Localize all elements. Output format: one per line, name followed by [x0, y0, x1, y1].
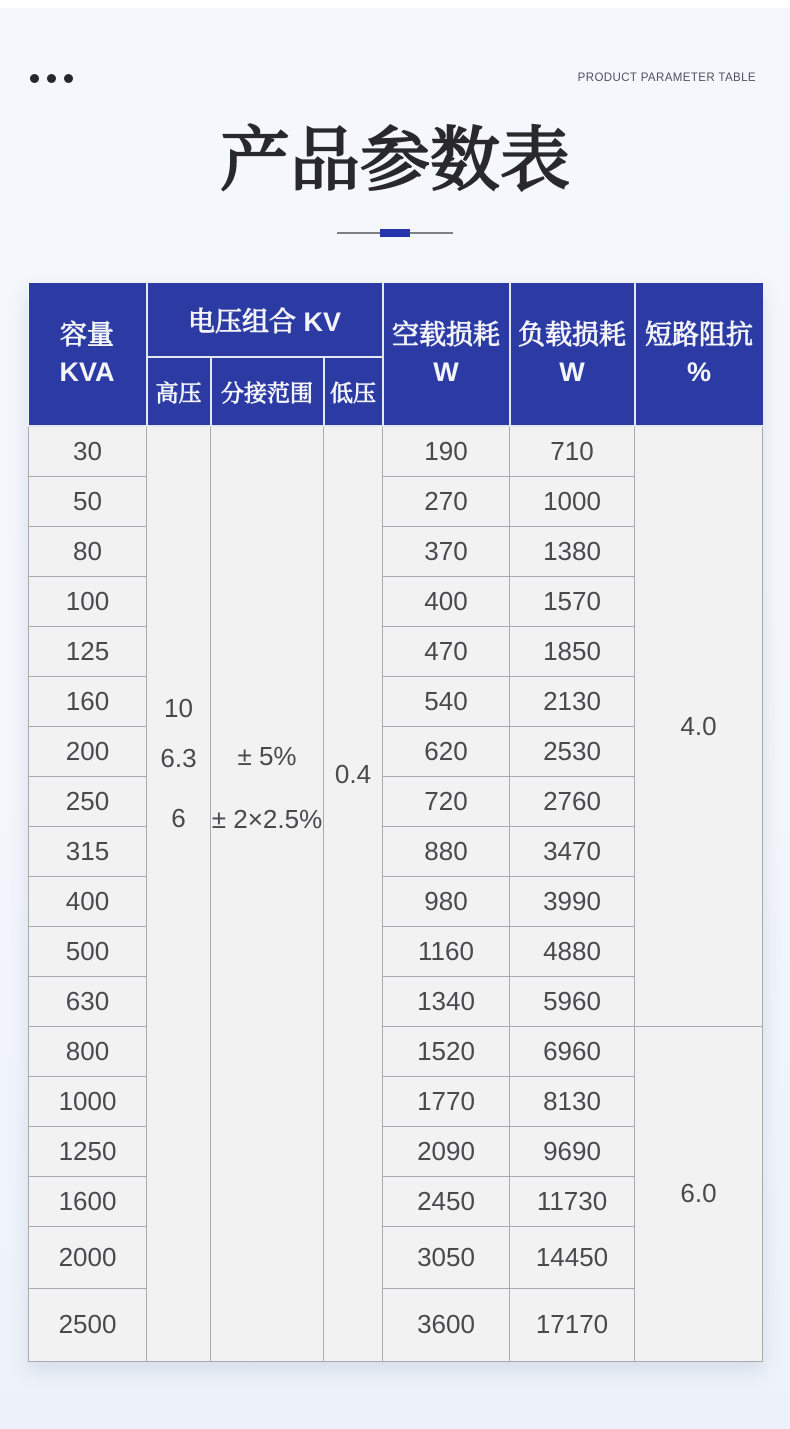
- spec-table: [28, 283, 763, 1362]
- tap-value: ± 5%: [237, 741, 297, 771]
- load-loss-cell: 3470: [510, 826, 635, 876]
- dot-icon: [30, 74, 39, 83]
- no-load-loss-cell: 1520: [383, 1026, 510, 1076]
- header-capacity-line2: KVA: [59, 357, 115, 387]
- capacity-cell: 800: [29, 1026, 147, 1076]
- header-impedance: [635, 283, 763, 426]
- header-hv: 高压: [147, 357, 211, 426]
- title-divider: [337, 229, 453, 237]
- load-loss-cell: 1570: [510, 576, 635, 626]
- capacity-cell: 1000: [29, 1076, 147, 1126]
- load-loss-cell: 2760: [510, 776, 635, 826]
- capacity-cell: 200: [29, 726, 147, 776]
- top-white-strip: [0, 0, 790, 8]
- menu-dots-icon: [30, 74, 73, 83]
- load-loss-cell: 1380: [510, 526, 635, 576]
- load-loss-cell: 1000: [510, 476, 635, 526]
- hv-values-cell: [147, 426, 211, 1361]
- lv-value-cell: [324, 426, 383, 1361]
- eyebrow-text: PRODUCT PARAMETER TABLE: [577, 72, 756, 84]
- capacity-cell: 1600: [29, 1176, 147, 1226]
- load-loss-cell: 9690: [510, 1126, 635, 1176]
- capacity-cell: 160: [29, 676, 147, 726]
- dot-icon: [64, 74, 73, 83]
- no-load-loss-cell: 270: [383, 476, 510, 526]
- no-load-loss-cell: 880: [383, 826, 510, 876]
- dot-icon: [47, 74, 56, 83]
- no-load-loss-cell: 190: [383, 426, 510, 476]
- load-loss-cell: 17170: [510, 1288, 635, 1361]
- load-loss-cell: 2130: [510, 676, 635, 726]
- load-loss-cell: 3990: [510, 876, 635, 926]
- no-load-loss-cell: 540: [383, 676, 510, 726]
- header-impedance-line2: %: [686, 357, 711, 387]
- no-load-loss-cell: 1770: [383, 1076, 510, 1126]
- header-lv: 低压: [324, 357, 383, 426]
- capacity-cell: 630: [29, 976, 147, 1026]
- impedance-cell: 6.0: [635, 1026, 763, 1361]
- tap-value: ± 2×2.5%: [211, 804, 323, 834]
- no-load-loss-cell: 2450: [383, 1176, 510, 1226]
- header-load-loss-line2: W: [559, 357, 585, 387]
- capacity-cell: 315: [29, 826, 147, 876]
- capacity-cell: 100: [29, 576, 147, 626]
- no-load-loss-cell: 1160: [383, 926, 510, 976]
- no-load-loss-cell: 980: [383, 876, 510, 926]
- capacity-cell: 250: [29, 776, 147, 826]
- load-loss-cell: 5960: [510, 976, 635, 1026]
- no-load-loss-cell: 720: [383, 776, 510, 826]
- header-impedance-line1: 短路阻抗: [645, 320, 753, 350]
- no-load-loss-cell: 1340: [383, 976, 510, 1026]
- capacity-cell: 30: [29, 426, 147, 476]
- no-load-loss-cell: 370: [383, 526, 510, 576]
- load-loss-cell: 1850: [510, 626, 635, 676]
- divider-accent: [380, 229, 410, 237]
- load-loss-cell: 14450: [510, 1226, 635, 1288]
- load-loss-cell: 4880: [510, 926, 635, 976]
- capacity-cell: 2000: [29, 1226, 147, 1288]
- load-loss-cell: 8130: [510, 1076, 635, 1126]
- table-row: [29, 426, 763, 476]
- no-load-loss-cell: 400: [383, 576, 510, 626]
- capacity-cell: 400: [29, 876, 147, 926]
- no-load-loss-cell: 3050: [383, 1226, 510, 1288]
- page-title: 产品参数表: [220, 121, 570, 199]
- capacity-cell: 50: [29, 476, 147, 526]
- no-load-loss-cell: 620: [383, 726, 510, 776]
- lv-value: 0.4: [334, 759, 372, 789]
- header-voltage-group-label: 电压组合 KV: [187, 307, 341, 337]
- load-loss-cell: 11730: [510, 1176, 635, 1226]
- capacity-cell: 2500: [29, 1288, 147, 1361]
- capacity-cell: 80: [29, 526, 147, 576]
- header-capacity-line1: 容量: [60, 320, 114, 350]
- header-capacity: [29, 283, 147, 426]
- header-load-loss-line1: 负载损耗: [518, 320, 626, 350]
- header-load-loss: [510, 283, 635, 426]
- capacity-cell: 125: [29, 626, 147, 676]
- header-voltage-group: [147, 283, 383, 357]
- hv-value: 6: [171, 803, 186, 833]
- hv-value: 10: [164, 693, 193, 723]
- load-loss-cell: 2530: [510, 726, 635, 776]
- no-load-loss-cell: 3600: [383, 1288, 510, 1361]
- header-no-load-loss-line1: 空载损耗: [392, 320, 500, 350]
- no-load-loss-cell: 2090: [383, 1126, 510, 1176]
- table-row: [29, 1026, 763, 1076]
- capacity-cell: 500: [29, 926, 147, 976]
- header-no-load-loss: [383, 283, 510, 426]
- load-loss-cell: 6960: [510, 1026, 635, 1076]
- capacity-cell: 1250: [29, 1126, 147, 1176]
- no-load-loss-cell: 470: [383, 626, 510, 676]
- tap-range-cell: [211, 426, 324, 1361]
- impedance-cell: 4.0: [635, 426, 763, 1026]
- header-tap-range: 分接范围: [211, 357, 324, 426]
- load-loss-cell: 710: [510, 426, 635, 476]
- header-no-load-loss-line2: W: [433, 357, 459, 387]
- hv-value: 6.3: [160, 743, 197, 773]
